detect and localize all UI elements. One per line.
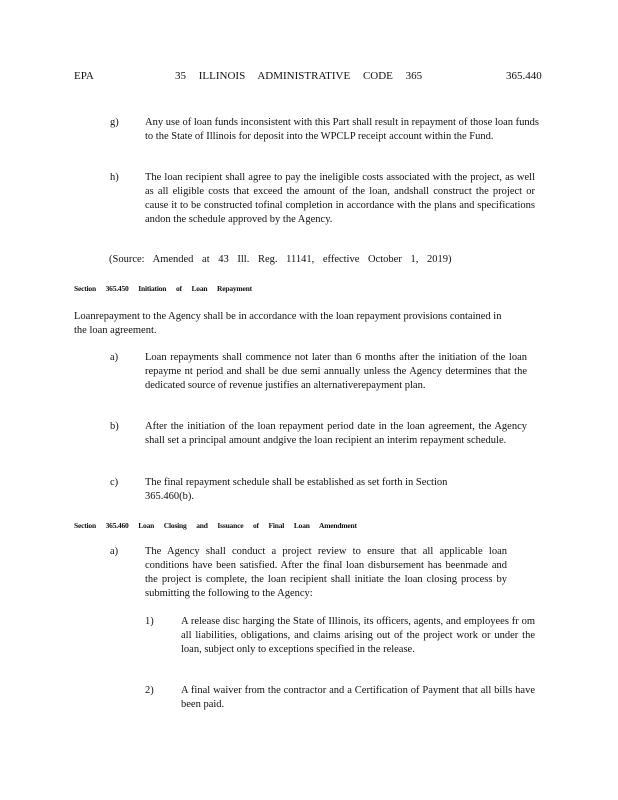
section-450-intro: Loanrepayment to the Agency shall be in accordance with the loan repayment provisions contained in the loan agreement. [74, 311, 502, 336]
item-460-a2-text: A final waiver from the contractor and a Certification of Payment that all bills have been paid. [181, 685, 535, 710]
section-heading-365-460: Section 365.460 Loan Closing and Issuance of Final Loan Amendment [74, 521, 357, 530]
item-450-c-label: c) [110, 477, 119, 488]
item-450-a-label: a) [110, 352, 119, 363]
item-460-a1-text: A release disc harging the State of Illinois, its officers, agents, and employees fr om all liabilities, obligations, and claims arising out of the project work or under the loan, subject only to exceptions specified in the release. [181, 616, 535, 655]
item-h-label: h) [110, 172, 119, 183]
item-460-a-label: a) [110, 546, 119, 557]
header-agency: EPA [74, 70, 94, 82]
item-h-text: The loan recipient shall agree to pay the ineligible costs associated with the project, as well as all eligible costs that exceed the amount of the loan, andshall construct the project or cause it to be constructed tofinal completion in accordance with the plans and specifications andon the schedule approved by the Agency. [145, 172, 535, 225]
item-g-text: Any use of loan funds inconsistent with this Part shall result in repayment of those loan funds to the State of Illinois for deposit into the WPCLP receipt account within the Fund. [145, 117, 539, 142]
header-code-title: 35 ILLINOIS ADMINISTRATIVE CODE 365 [175, 70, 423, 82]
source-note: (Source: Amended at 43 Ill. Reg. 11141, effective October 1, 2019) [109, 254, 452, 265]
item-450-c-text: The final repayment schedule shall be established as set forth in Section 365.460(b). [145, 477, 448, 502]
header-section-number: 365.440 [506, 70, 542, 82]
item-460-a2-label: 2) [145, 685, 154, 696]
item-g-label: g) [110, 117, 119, 128]
item-450-a-text: Loan repayments shall commence not later than 6 months after the initiation of the loan repayme nt period and shall be due semi annually unless the Agency determines that the dedicated source of revenue justifies an alternativerepayment plan. [145, 352, 527, 391]
item-460-a-text: The Agency shall conduct a project review to ensure that all applicable loan conditions have been satisfied. After the final loan disbursement has beenmade and the project is complete, the loan recipient shall initiate the loan closing process by submitting the following to the Agency: [145, 546, 507, 599]
item-460-a1-label: 1) [145, 616, 154, 627]
section-heading-365-450: Section 365.450 Initiation of Loan Repayment [74, 284, 252, 293]
item-450-b-label: b) [110, 421, 119, 432]
item-450-b-text: After the initiation of the loan repayment period date in the loan agreement, the Agency shall set a principal amount andgive the loan recipient an interim repayment schedule. [145, 421, 527, 446]
